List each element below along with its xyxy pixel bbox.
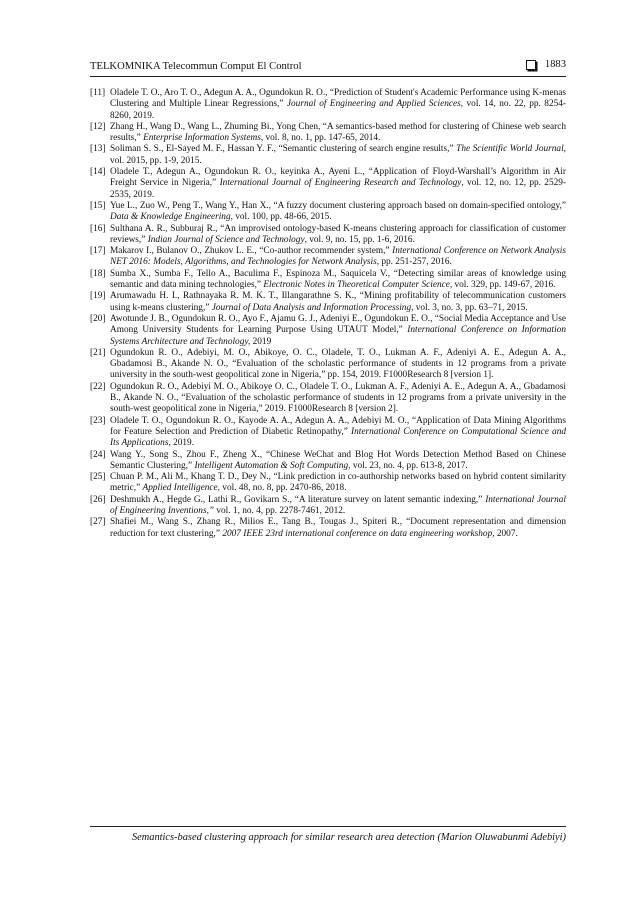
reference-authors-title: Soliman S. S., El-Sayed M. F., Hassan Y. F., “Semantic clustering of search engine results,” [110, 144, 457, 155]
reference-venue: International Journal of Engineering Inventions,” [110, 494, 566, 516]
reference-item [90, 144, 566, 167]
reference-item [90, 201, 566, 224]
reference-venue: International Journal of Engineering Research and Technology [219, 178, 462, 189]
reference-item [90, 348, 566, 382]
reference-item [90, 472, 566, 495]
reference-authors-title: Ogundokun R. O., Adebiyi, M. O., Abikoye, O. C., Oladele, T. O., Lukman A. F., Adeniyi A. E., Adegun A. A., Gbadamosi B., Akande N. O., “Evaluation of the scholastic performance of students in 12 programs from a private university in the south-west geopolitical zone in Nigeria,” pp. 154, 2019. F1000Research 8 [version 1]. [110, 347, 566, 381]
reference-text [110, 517, 566, 540]
reference-number: [14] [90, 167, 106, 178]
reference-details: 2019. [170, 438, 195, 449]
reference-number: [19] [90, 291, 106, 302]
reference-details: vol. 23, no. 4, pp. 613-8, 2017. [350, 460, 468, 471]
reference-venue: Data & Knowledge Engineering [110, 212, 231, 223]
reference-text [110, 201, 566, 224]
reference-venue: The Scientific World Journal, [456, 144, 566, 155]
reference-item [90, 314, 566, 348]
reference-venue: Indian Journal of Science and Technology [147, 234, 305, 245]
reference-item [90, 517, 566, 540]
reference-details: 2007. [494, 528, 518, 539]
reference-item [90, 246, 566, 269]
reference-number: [25] [90, 472, 106, 483]
reference-list [90, 88, 566, 540]
reference-authors-title: Oladele T., Adegun A., Ogundokun R. O., keyinka A., Ayeni L., “Application of Floyd-Warshall’s Algorithm in Air Freight Service in Nigeria,” [110, 167, 566, 189]
page-footer: Semantics-based clustering approach for similar research area detection (Marion Oluwabunmi Adebiyi) [131, 832, 566, 843]
reference-number: [21] [90, 347, 106, 358]
reference-number: [24] [90, 449, 106, 460]
reference-item [90, 269, 566, 292]
reference-authors-title: Deshmukh A., Hegde G., Lathi R., Govikarn S., “A literature survey on latent semantic indexing,” [110, 494, 486, 505]
reference-text [110, 224, 566, 247]
reference-text [110, 246, 566, 269]
reference-number: [27] [90, 517, 106, 528]
reference-venue: International Conference on Computational Science and Its Applications, [110, 426, 566, 449]
reference-authors-title: Awotunde J. B., Ogundokun R. O., Ayo F., Ajamu G. J., Adeniyi E., Ogundokun E. O., “Social Media Acceptance and Use Among University Students for Learning Purpose Using UTAUT Model,” [110, 313, 566, 336]
reference-authors-title: Oladele T. O., Aro T. O., Adegun A. A., Ogundokun R. O., “Prediction of Student's Academic Performance using K-menas Clustering and Multiple Linear Regressions,” [110, 88, 566, 110]
reference-text [110, 291, 566, 314]
reference-authors-title: Makarov I., Bulanov O., Zhukov L. E., “Co-author recommender system,” [110, 246, 393, 257]
reference-authors-title: Wang Y., Song S., Zhou F., Zheng X., “Chinese WeChat and Blog Hot Words Detection Method Based on Chinese Semantic Clustering,” [110, 449, 566, 471]
reference-number: [22] [90, 381, 106, 392]
reference-details: vol. 48, no. 8, pp. 2470-86, 2018. [219, 483, 347, 494]
reference-item [90, 122, 566, 145]
reference-item [90, 224, 566, 247]
reference-authors-title: Arumawadu H. I., Rathnayaka R. M. K. T., Illangarathne S. K., “Mining profitability of telecommunication customers using k-means clustering,” [110, 291, 566, 313]
page-header [90, 58, 566, 77]
reference-details: pp. 251-257, 2016. [379, 257, 452, 268]
reference-details: , vol. 100, pp. 48-66, 2015. [230, 212, 332, 223]
reference-text [110, 348, 566, 382]
reference-item [90, 450, 566, 473]
reference-details: vol. 1, no. 4, pp. 2278-7461, 2012. [214, 505, 346, 516]
reference-text [110, 122, 566, 145]
reference-details: , vol. 8, no. 1, pp. 147-65, 2014. [260, 133, 381, 144]
reference-authors-title: Yue L., Zuo W., Peng T., Wang Y., Han X., “A fuzzy document clustering approach based on domain-specified ontology,” [110, 200, 566, 211]
reference-venue: Applied Intelligence, [142, 483, 220, 494]
reference-text [110, 144, 566, 167]
reference-venue: International Conference on Information Systems Architecture and Technology, [110, 325, 566, 347]
reference-item [90, 167, 566, 201]
reference-number: [20] [90, 313, 106, 324]
journal-title: TELKOMNIKA Telecommun Comput El Control [90, 61, 302, 72]
page-number-group [526, 58, 566, 72]
reference-text [110, 167, 566, 201]
reference-item [90, 88, 566, 122]
checkbox-square-icon [526, 60, 536, 70]
reference-details: , vol. 9, no. 15, pp. 1-6, 2016. [304, 234, 415, 245]
reference-venue: Electronic Notes in Theoretical Computer Science, [263, 280, 453, 291]
reference-details: vol. 2015, pp. 1-9, 2015. [110, 155, 202, 166]
reference-item [90, 416, 566, 450]
reference-number: [23] [90, 415, 106, 426]
reference-number: [12] [90, 121, 106, 132]
footer-rule [90, 826, 566, 827]
reference-details: , vol. 3, no. 3, pp. 63–71, 2015. [411, 302, 528, 313]
reference-text [110, 416, 566, 450]
reference-text [110, 495, 566, 518]
reference-authors-title: Chuan P. M., Ali M., Khang T. D., Dey N., “Link prediction in co-authorship networks based on hybrid content similarity metric,” [110, 472, 566, 494]
reference-number: [16] [90, 223, 106, 234]
reference-authors-title: Oladele T. O., Ogundokun R. O., Kayode A. A., Adegun A. A., Adebiyi M. O., “Application of Data Mining Algorithms for Feature Selection and Prediction of Diabetic Retinopathy,” [110, 415, 566, 437]
reference-item [90, 382, 566, 416]
reference-item [90, 291, 566, 314]
reference-number: [17] [90, 246, 106, 257]
reference-details: , vol. 12, no. 12, pp. 2529-2535, 2019. [110, 178, 566, 200]
reference-number: [18] [90, 268, 106, 279]
reference-venue: International Conference on Network Analysis NET 2016: Models, Algorithms, and Technologies for Network Analysis, [110, 246, 566, 268]
reference-number: [15] [90, 200, 106, 211]
reference-text [110, 382, 566, 416]
reference-authors-title: Shafiei M., Wang S., Zhang R., Milios E., Tang B., Tougas J., Spiteri R., “Document representation and dimension reduction for text clustering,” [110, 517, 566, 539]
reference-details: 2019 [250, 336, 272, 347]
reference-venue: Journal of Engineering and Applied Sciences [286, 99, 461, 110]
reference-text [110, 88, 566, 122]
reference-text [110, 314, 566, 348]
page-number: 1883 [544, 59, 566, 70]
reference-authors-title: Sumba X., Sumba F., Tello A., Baculima F., Espinoza M., Saquicela V., “Detecting similar areas of knowledge using semantic and data mining technologies,” [110, 268, 566, 291]
reference-number: [11] [90, 88, 106, 98]
reference-number: [13] [90, 144, 106, 155]
reference-authors-title: Zhang H., Wang D., Wang L., Zhuming Bi., Yong Chen, “A semantics-based method for clustering of Chinese web search results,” [110, 121, 566, 144]
reference-text [110, 269, 566, 292]
reference-venue: 2007 IEEE 23rd international conference on data engineering workshop, [222, 528, 495, 539]
reference-venue: Journal of Data Analysis and Information Processing [211, 302, 412, 313]
reference-text [110, 472, 566, 495]
reference-details: vol. 329, pp. 149-67, 2016. [452, 280, 556, 291]
reference-item [90, 495, 566, 518]
reference-authors-title: Ogundokun R. O., Adebiyi M. O., Abikoye O. C., Oladele T. O., Lukman A. F., Adeniyi A. E., Adegun A. A., Gbadamosi B., Akande N. O., “Evaluation of the scholastic performance of students in 12 programs from a private university in the south-west geopolitical zone in Nigeria,” 2019. F1000Research 8 [version 2]. [110, 381, 566, 415]
reference-number: [26] [90, 494, 106, 505]
reference-venue: Enterprise Information Systems [143, 133, 261, 144]
reference-details: , vol. 14, no. 22, pp. 8254-8260, 2019. [110, 99, 566, 121]
reference-authors-title: Sulthana A. R., Subburaj R., “An improvised ontology-based K-means clustering approach for classification of customer reviews,” [110, 223, 566, 245]
reference-venue: Intelligent Automation & Soft Computing, [194, 460, 351, 471]
reference-text [110, 450, 566, 473]
